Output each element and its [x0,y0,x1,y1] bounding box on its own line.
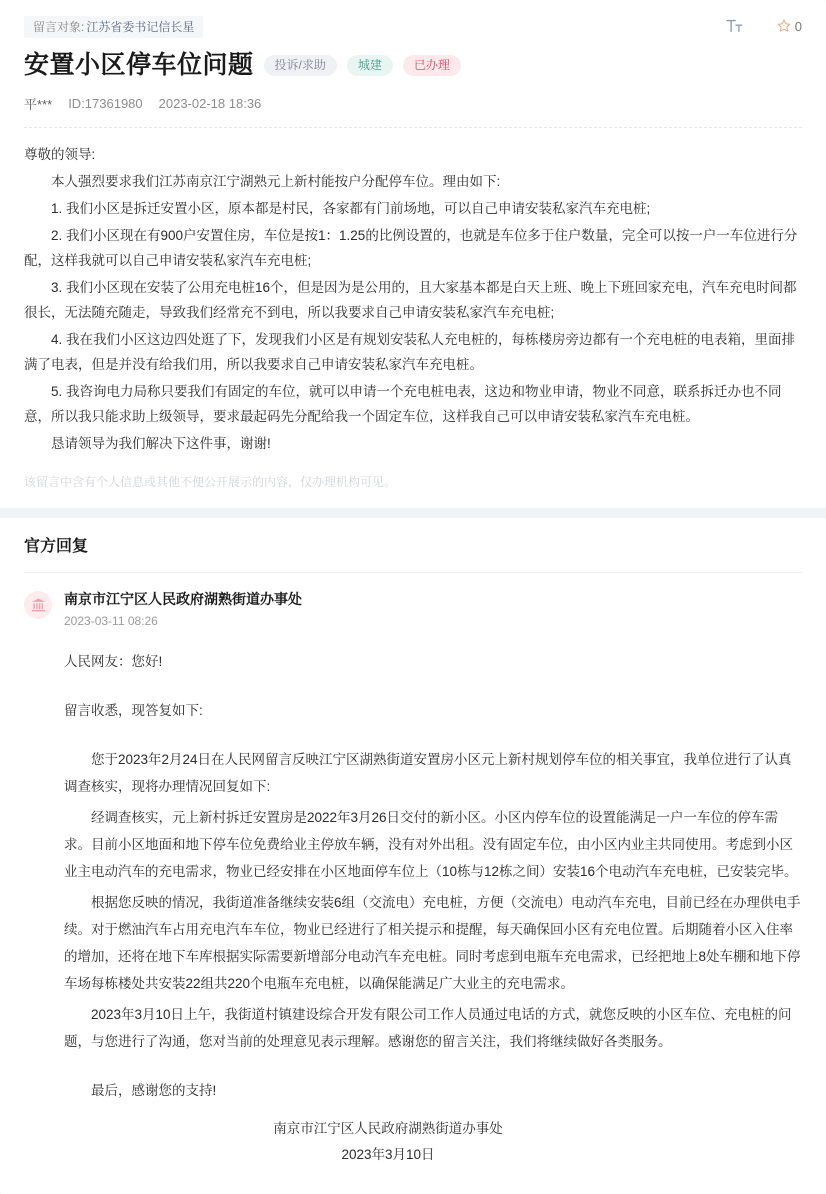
reply-paragraph-2: 经调查核实，元上新村拆迁安置房是2022年3月26日交付的新小区。小区内停车位的设置能满足一户一车位的停车需求。目前小区地面和地下停车位免费给业主停放车辆，没有对外出租。没有固定车位，由小区内业主共同使用。考虑到小区业主电动汽车的充电需求，物业已经安排在小区地面停车位上（10栋与12栋之间）安装16个电动汽车充电桩，已安装完毕。 [64,810,798,879]
recipient-chip[interactable] [24,16,203,38]
favorite-button[interactable] [777,19,802,34]
government-building-icon [24,591,52,619]
author-name: 平*** [24,97,53,112]
reason-item-5: 5. 我咨询电力局称只要我们有固定的车位，就可以申请一个充电桩电表，这边和物业申请，物业不同意，联系拆迁办也不同意，所以我只能求助上级领导，要求最起码先分配给我一个固定车位，这样我自己可以申请安装私家汽车充电桩。 [24,384,782,424]
tag-topic[interactable]: 城建 [347,55,393,76]
closing-line: 恳请领导为我们解决下这件事，谢谢! [51,436,271,451]
message-body [24,142,802,456]
message-card [0,0,826,508]
reply-section-title: 官方回复 [24,538,89,555]
message-meta-row [24,16,802,38]
reply-org-date: 2023-03-11 08:26 [64,614,158,628]
favorite-count: 0 [794,18,802,34]
reply-greeting: 人民网友：您好! [64,654,163,669]
status-badge: 已办理 [403,55,461,76]
author-row [24,94,802,113]
reply-paragraph-4: 2023年3月10日上午，我街道村镇建设综合开发有限公司工作人员通过电话的方式，就您反映的小区车位、充电桩的问题，与您进行了沟通，您对当前的处理意见表示理解。感谢您的留言关注，我们将继续做好各类服务。 [64,1007,792,1049]
reason-item-2: 2. 我们小区现在有900户安置住房，车位是按1：1.25的比例设置的，也就是车位多于住户数量，完全可以按一户一车位进行分配，这样我就可以自己申请安装私家汽车充电桩; [24,228,798,268]
recipient-value[interactable]: 江苏省委书记信长星 [86,20,195,34]
intro-paragraph: 本人强烈要求我们江苏南京江宁湖熟元上新村能按户分配停车位。理由如下: [51,174,501,189]
signature-org: 南京市江宁区人民政府湖熟街道办事处 [273,1121,503,1136]
reply-org-name: 南京市江宁区人民政府湖熟街道办事处 [64,591,302,607]
reason-item-4: 4. 我在我们小区这边四处逛了下，发现我们小区是有规划安装私人充电桩的，每栋楼房旁边都有一个充电桩的电表箱，里面排满了电表，但是并没有给我们用，所以我要求自己申请安装私家汽车充电桩。 [24,332,796,372]
reply-paragraph-1: 您于2023年2月24日在人民网留言反映江宁区湖熟街道安置房小区元上新村规划停车位的相关事宜，我单位进行了认真调查核实，现将办理情况回复如下: [64,752,792,794]
recipient-label: 留言对象: [33,20,85,34]
salutation: 尊敬的领导: [24,147,96,162]
signature-date: 2023年3月10日 [341,1147,435,1162]
reply-divider [24,572,802,573]
reply-paragraph-3: 根据您反映的情况，我街道准备继续安装6组（交流电）充电桩，方便（交流电）电动汽车充电，目前已经在办理供电手续。对于燃油汽车占用充电汽车车位，物业已经进行了相关提示和提醒，每天确保回小区有充电位置。后期随着小区入住率的增加，还将在地下车库根据实际需要新增部分电动汽车充电桩。同时考虑到电瓶车充电需求，已经把地上8处车棚和地下停车场每栋楼处共安装22组共220个电瓶车充电桩，以确保能满足广大业主的充电需求。 [64,895,801,991]
page-title: 安置小区停车位问题 [24,51,254,79]
reply-thanks: 最后，感谢您的支持! [91,1083,217,1098]
font-size-icon[interactable] [726,18,743,34]
official-reply-card [0,518,826,1194]
reason-item-3: 3. 我们小区现在安装了公用充电桩16个，但是因为是公用的，且大家基本都是白天上班、晚上下班回家充电，汽车充电时间都很长，无法随充随走，导致我们经常充不到电，所以我要求自己申请安装私家汽车充电桩; [24,280,797,320]
reply-signature [64,1116,802,1168]
reply-org-row [24,589,802,630]
tag-category[interactable]: 投诉/求助 [264,55,337,76]
reply-org-meta [64,589,302,630]
divider [24,127,802,128]
header-actions [726,16,802,34]
star-outline-icon [777,19,791,33]
message-time: 2023-02-18 18:36 [158,96,262,111]
reason-item-1: 1. 我们小区是拆迁安置小区，原本都是村民，各家都有门前场地，可以自己申请安装私家汽车充电桩; [51,201,651,216]
title-row [24,48,802,82]
privacy-note: 该留言中含有个人信息或其他不便公开展示的内容，仅办理机构可见。 [24,475,397,489]
reply-body [64,648,802,1168]
reply-lead: 留言收悉，现答复如下: [64,703,203,718]
message-id: ID:17361980 [68,96,143,111]
